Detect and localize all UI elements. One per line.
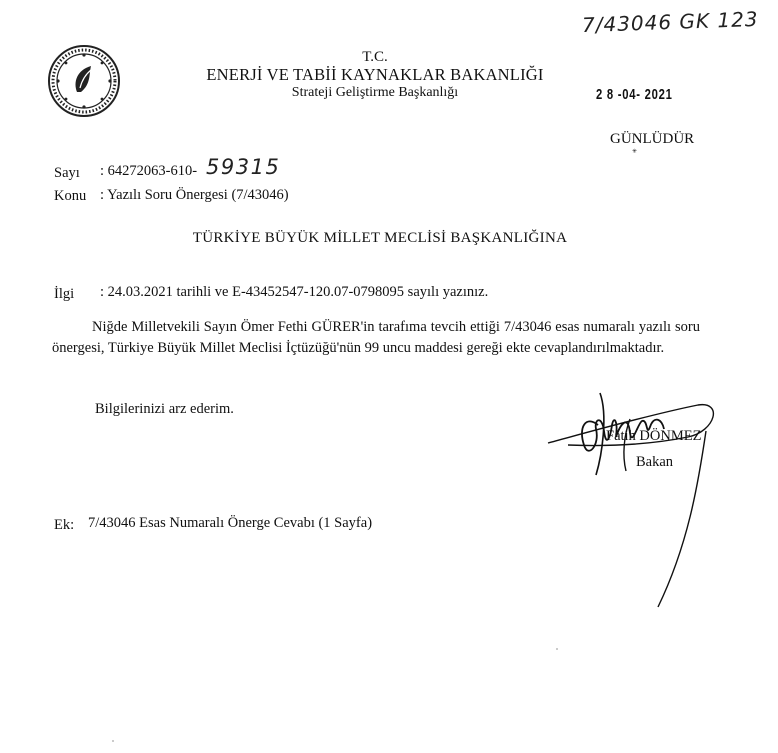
scan-speck [556,648,558,650]
urgency-mark: ✳ [632,149,638,155]
ek-label: Ek: [54,517,75,533]
handwritten-reference: 7/43046 GK 123 [581,6,759,38]
ilgi-value: : 24.03.2021 tarihli ve E-43452547-120.07-0798095 sayılı yazınız. [100,284,489,300]
date-stamp: 2 8 -04- 2021 [596,86,673,103]
closing-text: Bilgilerinizi arz ederim. [95,401,234,417]
handwritten-signature [538,375,718,615]
ilgi-label: İlgi [54,286,75,302]
body-paragraph: Niğde Milletvekili Sayın Ömer Fethi GÜRER'in tarafıma tevcih ettiği 7/43046 esas numaralı yazılı soru önergesi, Türkiye Büyük Millet Meclisi İçtüzüğü'nün 99 uncu maddesi gereği ekte cevaplandırılmaktadır. [52,319,700,356]
signer-name: Fatih DÖNMEZ [606,428,702,444]
sayi-handwritten-number: 59315 [206,155,281,179]
signer-title: Bakan [636,454,674,470]
addressee: TÜRKİYE BÜYÜK MİLLET MECLİSİ BAŞKANLIĞINA [192,230,568,246]
department-name: Strateji Geliştirme Başkanlığı [291,85,459,100]
sayi-label: Sayı [54,165,80,181]
header-tc: T.C. [362,49,388,65]
ministry-seal-logo [47,44,121,118]
urgency-label: GÜNLÜDÜR [610,131,695,147]
konu-value: : Yazılı Soru Önergesi (7/43046) [100,187,289,203]
ek-value: 7/43046 Esas Numaralı Önerge Cevabı (1 Sayfa) [88,515,373,531]
scan-speck [112,740,114,742]
ministry-name: ENERJİ VE TABİİ KAYNAKLAR BAKANLIĞI [206,65,544,84]
sayi-value: : 64272063-610- [100,163,198,179]
konu-label: Konu [54,188,87,204]
